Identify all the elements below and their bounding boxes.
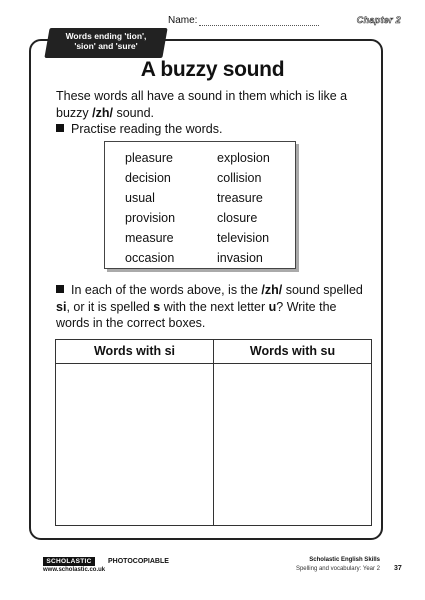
word-item: treasure xyxy=(217,191,263,205)
word-column-left xyxy=(125,148,175,268)
word-item: collision xyxy=(217,171,262,185)
topic-tag-line-1: Words ending 'tion', xyxy=(65,31,147,41)
header-words-with-su: Words with su xyxy=(249,344,336,358)
word-item: provision xyxy=(125,211,176,225)
word-item: closure xyxy=(217,211,258,225)
word-item: television xyxy=(217,231,270,245)
intro-line-1: These words all have a sound in them which is like a xyxy=(56,89,348,103)
instruction-sort-line-2: si, or it is spelled s with the next letter u? Write the xyxy=(56,299,337,314)
word-item: measure xyxy=(125,231,174,245)
topic-tag xyxy=(50,31,162,51)
topic-tag-line-2: 'sion' and 'sure' xyxy=(74,41,138,51)
name-line[interactable] xyxy=(199,25,319,26)
series-title: Scholastic English Skills xyxy=(309,557,380,563)
instruction-sort xyxy=(56,282,374,332)
zh-sound: /zh/ xyxy=(92,105,113,120)
sorting-table xyxy=(55,339,372,526)
word-box xyxy=(104,141,296,269)
intro-paragraph xyxy=(56,88,374,138)
answer-box-su[interactable] xyxy=(214,364,371,525)
answer-box-si[interactable] xyxy=(56,364,213,525)
word-item: occasion xyxy=(125,251,175,265)
instruction-practise: Practise reading the words. xyxy=(56,121,374,138)
bullet-icon xyxy=(56,124,64,132)
page-title: A buzzy sound xyxy=(140,58,285,81)
word-item: invasion xyxy=(217,251,263,265)
header-words-with-si: Words with si xyxy=(93,344,176,358)
word-item: explosion xyxy=(217,151,270,165)
chapter-label: Chapter 2 xyxy=(356,15,401,25)
instruction-sort-line-3: words in the correct boxes. xyxy=(56,316,206,330)
word-item: decision xyxy=(125,171,171,185)
photocopiable-label: PHOTOCOPIABLE xyxy=(108,558,169,565)
page-number: 37 xyxy=(394,565,402,572)
publisher-url: www.scholastic.co.uk xyxy=(43,567,106,573)
word-item: usual xyxy=(125,191,155,205)
name-label: Name: xyxy=(168,15,198,26)
instruction-sort-line-1: In each of the words above, is the /zh/ sound spelled xyxy=(56,282,374,299)
word-column-right xyxy=(217,148,270,268)
series-subtitle: Spelling and vocabulary: Year 2 xyxy=(295,566,380,572)
publisher-logo: SCHOLASTIC xyxy=(43,557,95,566)
bullet-icon xyxy=(56,285,64,293)
word-item: pleasure xyxy=(125,151,173,165)
intro-line-2: buzzy /zh/ sound. xyxy=(56,105,154,120)
